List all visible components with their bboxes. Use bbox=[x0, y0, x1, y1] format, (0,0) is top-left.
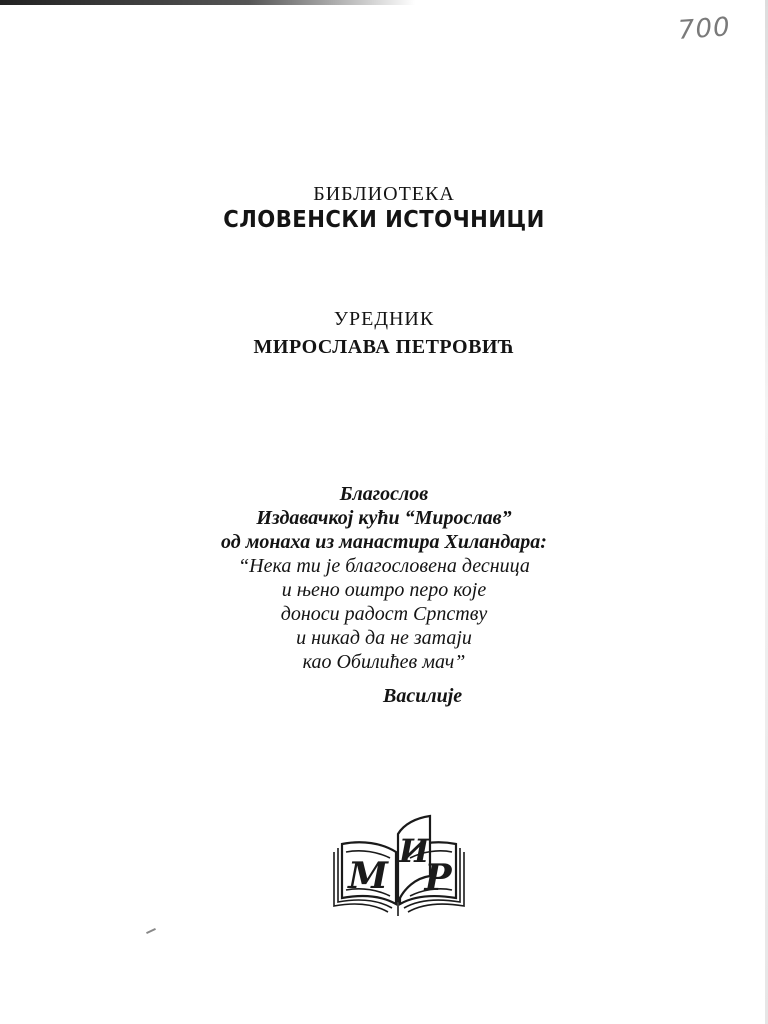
blessing-line-source: од монаха из манастира Хиландара: bbox=[221, 531, 547, 553]
blessing-line-publisher: Издавачкој кући “Мирослав” bbox=[256, 507, 512, 529]
blessing-signature: Василије bbox=[383, 685, 463, 707]
logo-letter: Р bbox=[424, 857, 452, 899]
quote-line: као Обилићев мач” bbox=[302, 651, 466, 673]
quote-line: и никад да не затаји bbox=[296, 627, 472, 649]
series-label: БИБЛИОТЕКА bbox=[313, 183, 455, 205]
scan-speck bbox=[146, 928, 156, 934]
series-title: СЛОВЕНСКИ ИСТОЧНИЦИ bbox=[223, 207, 545, 233]
quote-line: и њено оштро перо које bbox=[281, 579, 487, 601]
editor-name: МИРОСЛАВА ПЕТРОВИЋ bbox=[253, 336, 515, 358]
logo-letter: М bbox=[348, 855, 388, 897]
quote-line: доноси радост Српству bbox=[280, 603, 488, 625]
quote-line: “Нека ти је благословена десница bbox=[238, 555, 530, 577]
handwritten-page-number: 700 bbox=[677, 12, 732, 46]
publisher-logo-book-icon bbox=[330, 812, 468, 920]
scan-top-edge bbox=[0, 0, 415, 5]
editor-label: УРЕДНИК bbox=[333, 308, 435, 330]
blessing-heading: Благослов bbox=[339, 483, 429, 505]
logo-letter: И bbox=[398, 832, 430, 870]
blessing-block bbox=[0, 482, 768, 674]
